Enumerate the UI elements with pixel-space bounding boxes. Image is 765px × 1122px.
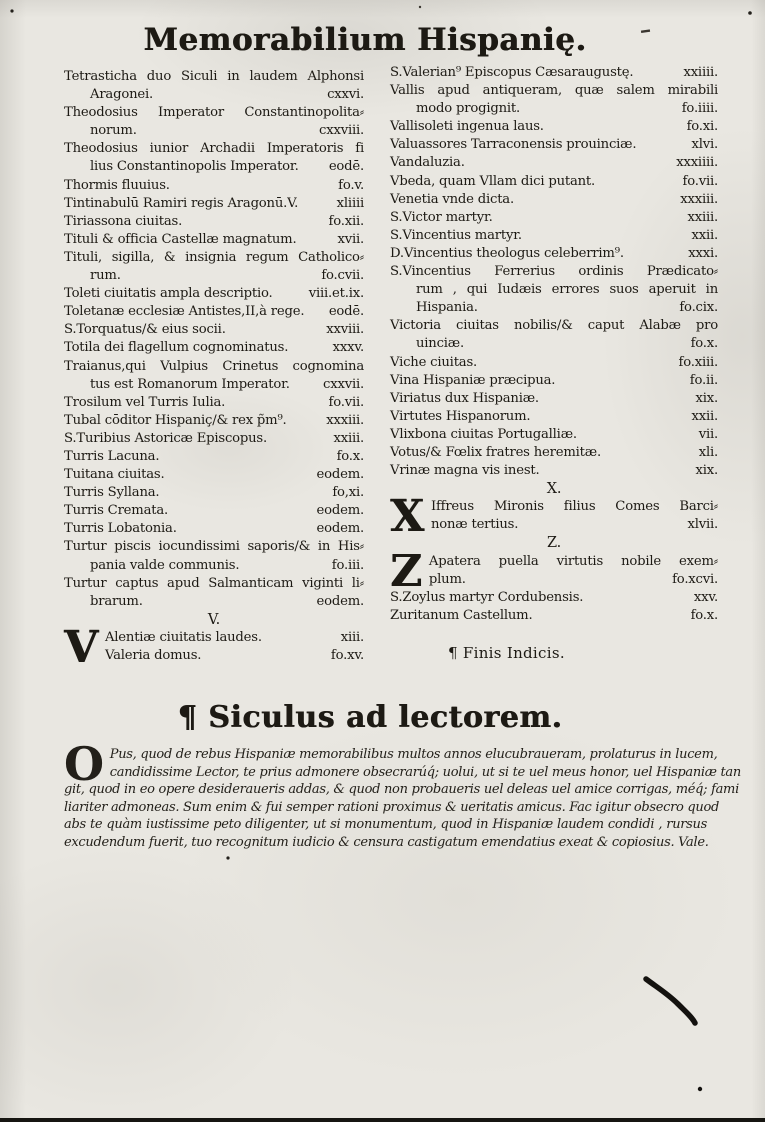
index-entry-line <box>390 82 718 100</box>
entry-text: brarum. <box>90 593 143 609</box>
entry-text: Venetia vnde dicta. <box>390 191 514 207</box>
entry-text: S.Valerian⁹ Episcopus Cæsaraugustę. <box>390 65 634 80</box>
scan-bottom-edge <box>0 1118 765 1122</box>
preface-line: candidissime Lector, te prius admonere obsecrarúq́; uolui, ut si te uel meus honor, uel Hispaniæ tan <box>109 764 741 780</box>
entry-text: S.Vincentius Ferrerius ordinis Prædicato⸗ <box>390 264 718 280</box>
index-entry-line <box>390 263 718 281</box>
entry-folio: xxviii. <box>326 322 364 338</box>
entry-text: modo progignit. <box>416 101 521 117</box>
entry-folio: xlvii. <box>687 517 718 533</box>
entry-text: Vrinæ magna vis inest. <box>390 463 540 479</box>
entry-folio: fo.cvii. <box>321 268 364 284</box>
entry-text: Tetrasticha duo Siculi in laudem Alphonsi <box>64 69 364 84</box>
entry-text: tus est Romanorum Imperator. <box>90 376 290 392</box>
entry-folio: xix. <box>695 390 718 406</box>
entry-text: nonæ tertius. <box>430 517 519 533</box>
entry-folio: cxxvii. <box>323 376 364 392</box>
entry-text: lius Constantinopolis Imperator. <box>90 159 299 175</box>
entry-folio: fo.x. <box>336 448 364 464</box>
index-entry-line <box>390 426 718 444</box>
drop-cap: X <box>390 491 424 543</box>
entry-folio: xxiiii. <box>683 65 718 80</box>
index-entry-line <box>64 68 364 86</box>
index-entry-line <box>64 122 364 140</box>
index-entry-line <box>64 158 364 176</box>
index-entry-line <box>105 647 364 665</box>
section-heading: ¶ Siculus ad lectorem. <box>177 700 563 735</box>
entry-text: Hispania. <box>416 300 478 316</box>
index-entry-line <box>390 462 718 480</box>
entry-folio: xxv. <box>693 589 718 605</box>
index-column-right <box>390 64 718 662</box>
index-entry-line <box>390 335 718 353</box>
drop-cap: O <box>64 737 104 791</box>
entry-text: Viche ciuitas. <box>390 354 478 370</box>
entry-folio: fo.xv. <box>330 648 364 663</box>
index-entry-line <box>390 354 718 372</box>
drop-cap-entry <box>390 491 718 543</box>
entry-folio: xvii. <box>337 231 364 247</box>
entry-folio: xiii. <box>340 629 364 645</box>
entry-folio: xxxiii. <box>326 412 364 428</box>
entry-text: uinciæ. <box>416 336 464 352</box>
index-entry-line <box>105 629 364 647</box>
index-entry-line <box>64 575 364 593</box>
index-entry-line <box>64 376 364 394</box>
index-entry-line <box>64 358 364 376</box>
index-entry-line <box>64 412 364 430</box>
index-entry-line <box>64 394 364 412</box>
index-entry-line <box>64 466 364 484</box>
entry-folio: xxxv. <box>332 340 364 356</box>
index-entry-line <box>390 317 718 335</box>
entry-text: Viriatus dux Hispaniæ. <box>390 390 539 406</box>
entry-folio: eodē. <box>328 304 364 320</box>
entry-text: Toletanæ ecclesiæ Antistes,II,à rege. <box>64 304 305 320</box>
entry-text: Tintinabulū Ramiri regis Aragonū.V. <box>64 195 299 211</box>
entry-folio: fo.xiii. <box>678 354 718 370</box>
index-entry-line <box>390 245 718 263</box>
drop-cap: V <box>64 621 98 673</box>
index-entry-line <box>64 538 364 556</box>
entry-text: Tituli, sigilla, & insignia regum Catholico⸗ <box>64 249 364 265</box>
entry-folio: xxii. <box>691 408 718 424</box>
index-entry-line <box>390 281 718 299</box>
entry-text: Vallisoleti ingenua laus. <box>390 119 544 135</box>
entry-text: Valuassores Tarraconensis prouinciæ. <box>390 137 637 153</box>
index-entry-line <box>390 173 718 191</box>
entry-text: Trosilum vel Turris Iulia. <box>64 394 226 410</box>
entry-text: Tiriassona ciuitas. <box>64 213 183 229</box>
entry-text: Tuitana ciuitas. <box>64 467 165 483</box>
entry-text: D.Vincentius theologus celeberrim⁹. <box>390 245 624 261</box>
index-entry-line <box>64 249 364 267</box>
entry-folio: fo.iiii. <box>681 101 718 117</box>
index-column-left <box>64 68 364 673</box>
entry-text: Theodosius Imperator Constantinopolita⸗ <box>64 105 364 121</box>
preface-line: git, quod in eo opere desideraueris addas, & quod non probaueris uel deleas uel amice corrigas, méq́; fami <box>64 782 739 798</box>
index-entry-line <box>431 498 718 516</box>
entry-folio: fo.x. <box>690 336 718 352</box>
index-entry-line <box>431 516 718 534</box>
drop-cap-entry <box>64 621 364 673</box>
entry-text: S.Victor martyr. <box>390 209 493 225</box>
entry-text: Turtur captus apud Salmanticam viginti li⸗ <box>64 575 364 591</box>
entry-text: Turris Lacuna. <box>64 448 160 464</box>
index-entry-line <box>390 209 718 227</box>
page-title: Memorabilium Hispanię. <box>143 22 587 58</box>
index-entry-line <box>64 285 364 303</box>
entry-folio: fo,xi. <box>332 485 364 501</box>
entry-folio: xxiii. <box>687 209 718 225</box>
entry-text: Alentiæ ciuitatis laudes. <box>104 629 262 645</box>
index-entry-line <box>390 118 718 136</box>
entry-text: plum. <box>428 571 466 587</box>
index-entry-line <box>390 390 718 408</box>
entry-text: Zuritanum Castellum. <box>390 607 533 623</box>
entry-text: Iffreus Mironis filius Comes Barci⸗ <box>430 499 718 515</box>
entry-text: Thormis fluuius. <box>64 177 170 193</box>
entry-folio: xlvi. <box>691 137 718 153</box>
entry-folio: fo.cix. <box>679 300 718 316</box>
entry-text: Toleti ciuitatis ampla descriptio. <box>64 286 273 302</box>
index-entry-line <box>390 408 718 426</box>
section-letter-heading: Z. <box>546 535 562 552</box>
index-entry-line <box>390 227 718 245</box>
entry-text: S.Turibius Astoricæ Episcopus. <box>64 430 267 446</box>
entry-text: S.Vincentius martyr. <box>390 227 522 243</box>
finis-indicis: ¶ Finis Indicis. <box>448 643 565 662</box>
index-entry-line <box>64 593 364 611</box>
index-entry-line <box>64 231 364 249</box>
entry-folio: xliiii <box>336 195 364 211</box>
entry-text: Vbeda, quam Vllam dici putant. <box>390 173 596 189</box>
drop-cap: Z <box>390 545 422 597</box>
entry-text: S.Zoylus martyr Cordubensis. <box>390 589 584 605</box>
entry-folio: viii.et.ix. <box>308 286 364 302</box>
entry-folio: fo.x. <box>690 607 718 623</box>
index-entry-line <box>390 444 718 462</box>
index-entry-line <box>64 104 364 122</box>
entry-folio: xxiii. <box>333 430 364 446</box>
preface-line: liariter admoneas. Sum enim & fui semper rationi proximus & ueritatis amicus. Fac igitur obsecro quod <box>64 799 720 815</box>
index-entry-line <box>429 553 718 571</box>
address-to-reader-section <box>20 700 741 850</box>
pen-mark <box>646 979 695 1023</box>
entry-text: Tubal cōditor Hispaniç/& rex p̃m⁹. <box>64 412 287 428</box>
index-entry-line <box>390 100 718 118</box>
entry-text: Turris Lobatonia. <box>64 521 177 537</box>
entry-folio: xxxi. <box>688 245 718 261</box>
index-entry-line <box>390 607 718 625</box>
entry-text: S.Torquatus/& eius socii. <box>64 322 226 338</box>
index-entry-line <box>64 502 364 520</box>
index-entry-line <box>64 557 364 575</box>
ink-speck <box>226 856 229 859</box>
index-entry-line <box>64 430 364 448</box>
entry-text: Valeria domus. <box>104 648 202 663</box>
entry-folio: eodem. <box>316 521 364 537</box>
entry-text: Virtutes Hispanorum. <box>390 408 531 424</box>
entry-text: Theodosius iunior Archadii Imperatoris fi <box>64 141 364 157</box>
entry-text: Totila dei flagellum cognominatus. <box>64 340 289 356</box>
entry-text: Turris Syllana. <box>64 485 160 501</box>
entry-text: Turtur piscis iocundissimi saporis/& in His⸗ <box>64 539 364 555</box>
ink-speck <box>10 9 13 12</box>
entry-text: Vina Hispaniæ præcipua. <box>390 372 556 388</box>
entry-folio: xxxiii. <box>680 191 718 207</box>
entry-text: rum. <box>90 268 121 284</box>
preface-line: Pus, quod de rebus Hispaniæ memorabilibus multos annos elucubraueram, prolaturus in lucem, <box>109 747 718 762</box>
entry-folio: cxxviii. <box>319 123 364 139</box>
index-entry-line <box>390 154 718 172</box>
index-entry-line <box>390 64 718 82</box>
entry-folio: eodem. <box>316 503 364 519</box>
entry-folio: fo.xii. <box>328 213 364 229</box>
index-entry-line <box>64 448 364 466</box>
entry-folio: vii. <box>698 426 718 442</box>
entry-text: rum , qui Iudæis errores suos aperuit in <box>416 282 718 298</box>
index-entry-line <box>64 321 364 339</box>
entry-folio: fo.vii. <box>682 173 718 189</box>
entry-folio: eodem. <box>316 467 364 483</box>
index-entry-line <box>64 195 364 213</box>
entry-text: Aragonei. <box>90 87 153 103</box>
section-letter-heading: X. <box>546 481 562 498</box>
index-entry-line <box>64 520 364 538</box>
preface-line: excudendum fuerit, tuo recognitum iudicio & censura castigatum emendatius exeat & copiosius. Vale. <box>64 834 709 850</box>
entry-text: norum. <box>90 123 137 139</box>
entry-text: pania valde communis. <box>90 557 240 573</box>
index-entry-line <box>390 299 718 317</box>
entry-folio: fo.xi. <box>686 119 718 135</box>
entry-folio: fo.vii. <box>328 394 364 410</box>
ink-speck <box>698 1087 702 1091</box>
index-entry-line <box>64 484 364 502</box>
preface-paragraph <box>64 737 741 852</box>
entry-folio: xxxiiii. <box>676 155 718 171</box>
entry-text: Traianus,qui Vulpius Crinetus cognomina <box>64 358 364 374</box>
entry-folio: fo.ii. <box>689 372 718 388</box>
entry-text: Vandaluzia. <box>390 155 465 171</box>
preface-line: abs te quàm iustissime peto diligenter, ut si monumentum, quod in Hispaniæ laudem condidi , rursus <box>64 817 707 833</box>
index-entry-line <box>390 372 718 390</box>
index-entry-line <box>64 339 364 357</box>
entry-folio: xli. <box>698 444 718 460</box>
entry-text: Apatera puella virtutis nobile exem⸗ <box>428 553 718 569</box>
entry-folio: fo.xcvi. <box>672 571 718 587</box>
entry-text: Victoria ciuitas nobilis/& caput Alabæ pro <box>390 318 718 334</box>
entry-text: Tituli & officia Castellæ magnatum. <box>64 231 297 247</box>
index-entry-line <box>390 136 718 154</box>
index-entry-line <box>64 213 364 231</box>
ink-speck <box>419 6 421 8</box>
index-entry-line <box>64 86 364 104</box>
entry-folio: fo.v. <box>338 177 364 193</box>
entry-folio: eodem. <box>316 593 364 609</box>
index-entry-line <box>64 267 364 285</box>
index-entry-line <box>390 191 718 209</box>
entry-folio: cxxvi. <box>327 87 364 103</box>
index-entry-line <box>64 303 364 321</box>
ink-speck <box>748 11 752 15</box>
entry-folio: eodē. <box>328 159 364 175</box>
entry-text: Turris Cremata. <box>64 503 168 519</box>
index-entry-line <box>390 589 718 607</box>
index-entry-line <box>429 571 718 589</box>
entry-text: Vlixbona ciuitas Portugalliæ. <box>390 426 577 442</box>
entry-folio: xxii. <box>691 227 718 243</box>
entry-folio: xix. <box>695 463 718 479</box>
entry-text: Vallis apud antiqueram, quæ salem mirabili <box>390 83 718 99</box>
index-entry-line <box>64 140 364 158</box>
index-entry-line <box>64 177 364 195</box>
entry-folio: fo.iii. <box>331 557 364 573</box>
section-letter-heading: V. <box>207 611 221 628</box>
entry-text: Votus/& Fœlix fratres heremitæ. <box>390 444 601 460</box>
